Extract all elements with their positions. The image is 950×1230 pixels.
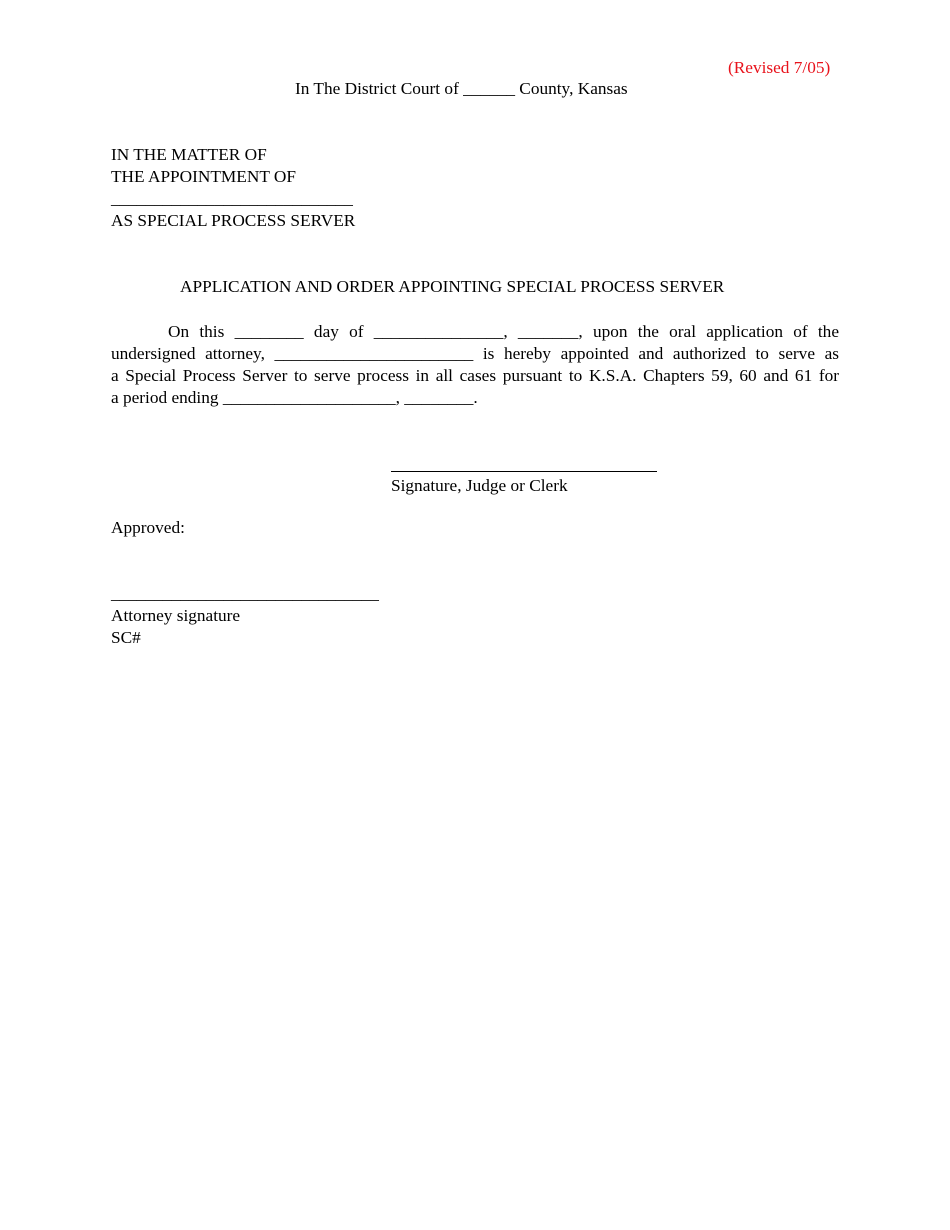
judge-signature-label: Signature, Judge or Clerk: [391, 476, 568, 495]
attorney-signature-blank[interactable]: _______________________________: [111, 584, 379, 603]
judge-signature-line[interactable]: [391, 471, 657, 472]
revision-note: (Revised 7/05): [728, 58, 831, 77]
document-title: APPLICATION AND ORDER APPOINTING SPECIAL PROCESS SERVER: [180, 277, 725, 296]
order-paragraph-line-4: a period ending ____________________, ________.: [111, 388, 478, 407]
attorney-signature-label: Attorney signature: [111, 606, 241, 625]
sc-number-label: SC#: [111, 628, 141, 647]
caption-line-appointment: THE APPOINTMENT OF: [111, 167, 296, 186]
order-paragraph-line-3: a Special Process Server to serve process in all cases pursuant to K.S.A. Chapters 59, 60 and 61 for: [111, 366, 839, 385]
order-paragraph-line-1: On this ________ day of _______________, _______, upon the oral application of the: [168, 322, 839, 341]
approved-label: Approved:: [111, 518, 185, 537]
caption-line-special-process-server: AS SPECIAL PROCESS SERVER: [111, 211, 356, 230]
court-heading: In The District Court of ______ County, Kansas: [295, 79, 628, 98]
caption-line-matter: IN THE MATTER OF: [111, 145, 267, 164]
order-paragraph-line-2: undersigned attorney, _______________________ is hereby appointed and authorized to serve as: [111, 344, 839, 363]
caption-name-blank[interactable]: ____________________________: [111, 189, 353, 208]
order-paragraph: [111, 321, 839, 409]
